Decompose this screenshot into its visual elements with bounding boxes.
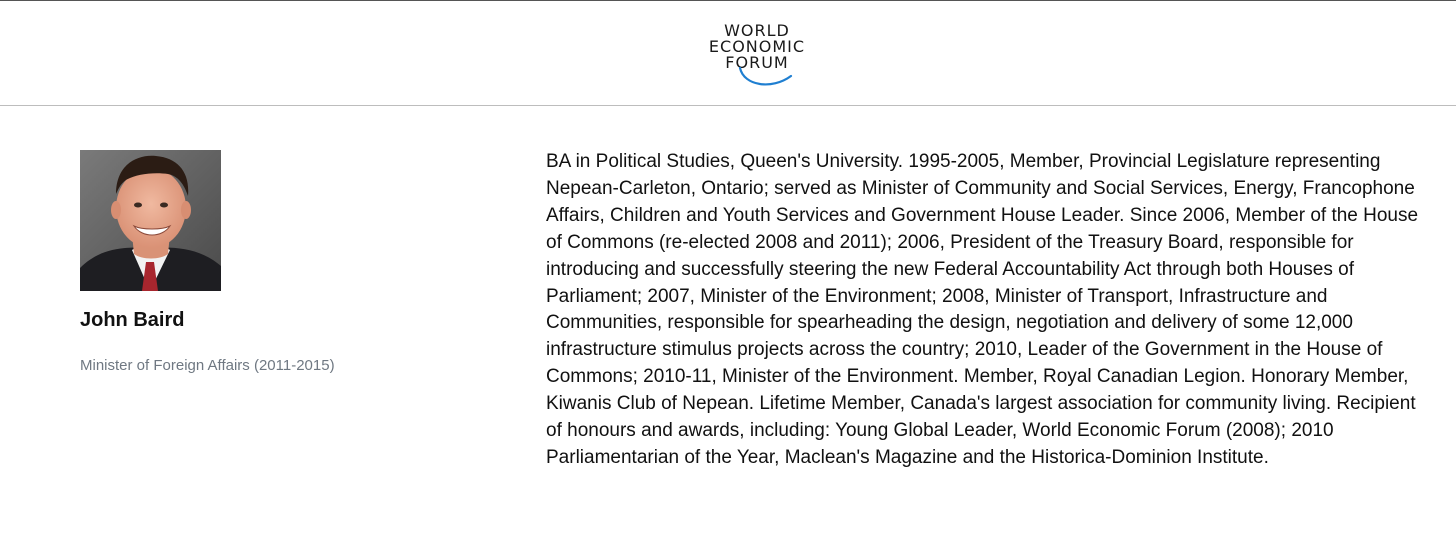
logo-text-world: WORLD	[724, 21, 790, 40]
logo-text-forum: FORUM	[725, 53, 789, 72]
site-header	[0, 1, 1456, 106]
wef-logo[interactable]	[700, 20, 814, 88]
speaker-name: John Baird	[80, 309, 185, 331]
logo-text-economic: ECONOMIC	[708, 37, 806, 56]
profile-photo	[80, 150, 221, 291]
portrait-photo-icon	[80, 150, 221, 291]
speaker-biography: BA in Political Studies, Queen's University. 1995-2005, Member, Provincial Legislature representing Nepean-Carleton, Ontario; served as Minister of Community and Social Services, Energy, Francophone Affairs, Children and Youth Services and Government House Leader. Since 2006, Member of the House of Commons (re-elected 2008 and 2011); 2006, President of the Treasury Board, responsible for introducing and successfully steering the new Federal Accountability Act through both Houses of Parliament; 2007, Minister of the Environment; 2008, Minister of Transport, Infrastructure and Communities, responsible for spearheading the design, negotiation and delivery of some 12,000 infrastructure stimulus projects across the country; 2010, Leader of the Government in the House of Commons; 2010-11, Minister of the Environment. Member, Royal Canadian Legion. Honorary Member, Kiwanis Club of Nepean. Lifetime Member, Canada's largest association for community living. Recipient of honours and awards, including: Young Global Leader, World Economic Forum (2008); 2010 Parliamentarian of the Year, Maclean's Magazine and the Historica-Dominion Institute.	[546, 151, 1419, 468]
speaker-role: Minister of Foreign Affairs (2011-2015)	[80, 357, 335, 374]
